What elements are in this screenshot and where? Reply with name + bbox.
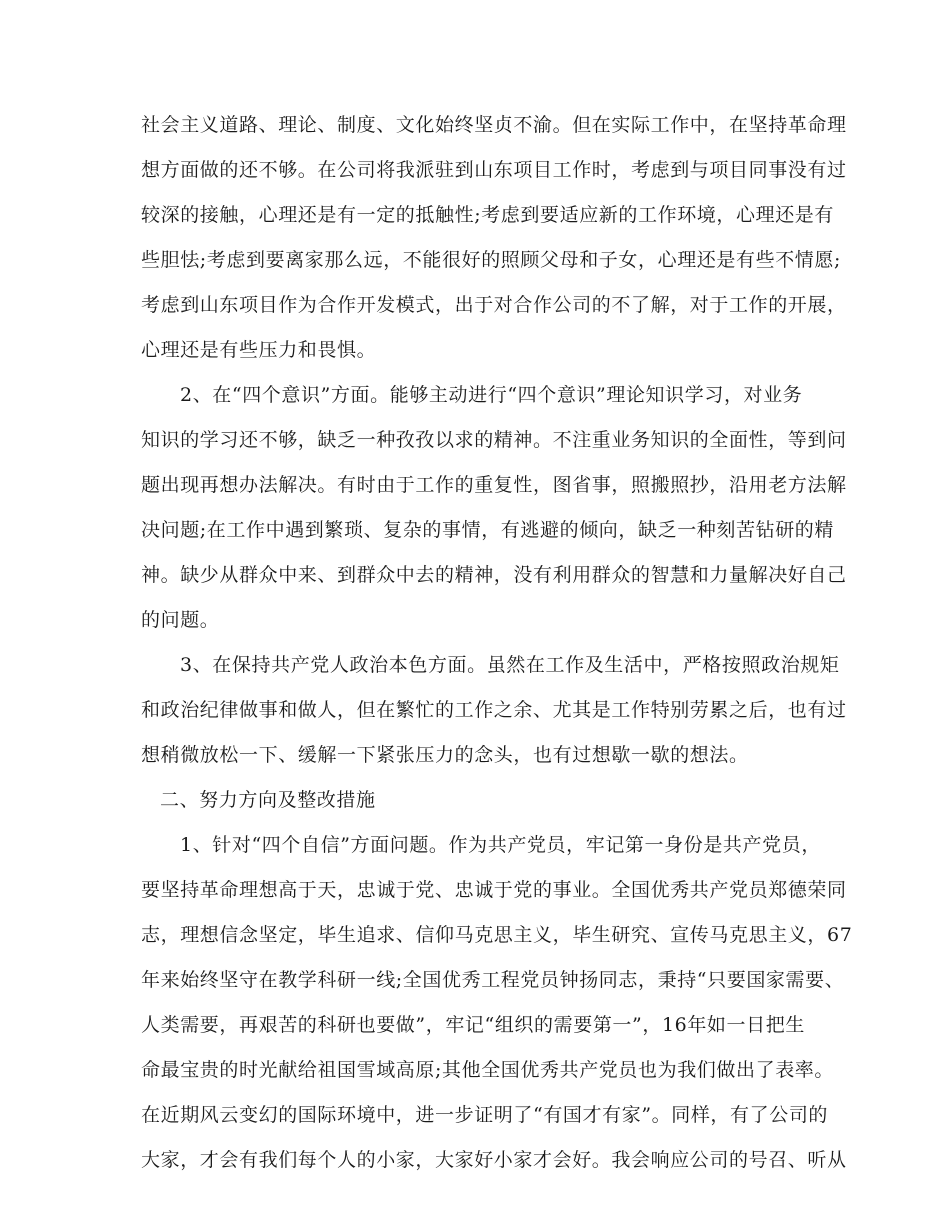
body-text-line: 志，理想信念坚定，毕生追求、信仰马克思主义，毕生研究、宣传马克思主义，67 bbox=[141, 924, 853, 946]
body-text-line: 心理还是有些压力和畏惧。 bbox=[141, 339, 377, 361]
body-text-line: 想方面做的还不够。在公司将我派驻到山东项目工作时，考虑到与项目同事没有过 bbox=[141, 159, 847, 181]
paragraph-4-first-line: 1、针对“四个自信”方面问题。作为共产党员，牢记第一身份是共产党员， bbox=[180, 834, 821, 856]
body-text-line: 人类需要，再艰苦的科研也要做”，牢记“组织的需要第一”，16年如一日把生 bbox=[141, 1014, 805, 1036]
body-text-line: 要坚持革命理想高于天，忠诚于党、忠诚于党的事业。全国优秀共产党员郑德荣同 bbox=[141, 879, 847, 901]
body-text-line: 社会主义道路、理论、制度、文化始终坚贞不渝。但在实际工作中，在坚持革命理 bbox=[141, 114, 847, 136]
paragraph-3-first-line: 3、在保持共产党人政治本色方面。虽然在工作及生活中，严格按照政治规矩 bbox=[180, 654, 840, 676]
body-text-line: 考虑到山东项目作为合作开发模式，出于对合作公司的不了解，对于工作的开展， bbox=[141, 294, 847, 316]
section-heading: 二、努力方向及整改措施 bbox=[160, 789, 376, 811]
body-text-line: 命最宝贵的时光献给祖国雪域高原;其他全国优秀共产党员也为我们做出了表率。 bbox=[141, 1059, 835, 1081]
body-text-line: 题出现再想办法解决。有时由于工作的重复性，图省事，照搬照抄，沿用老方法解 bbox=[141, 474, 847, 496]
body-text-line: 想稍微放松一下、缓解一下紧张压力的念头，也有过想歇一歇的想法。 bbox=[141, 744, 749, 766]
body-text-line: 知识的学习还不够，缺乏一种孜孜以求的精神。不注重业务知识的全面性，等到问 bbox=[141, 429, 847, 451]
body-text-line: 年来始终坚守在教学科研一线;全国优秀工程党员钟扬同志，秉持“只要国家需要、 bbox=[141, 969, 845, 991]
body-text-line: 些胆怯;考虑到要离家那么远，不能很好的照顾父母和子女，心理还是有些不情愿; bbox=[141, 249, 842, 271]
body-text-line: 的问题。 bbox=[141, 609, 220, 631]
body-text-line: 神。缺少从群众中来、到群众中去的精神，没有利用群众的智慧和力量解决好自己 bbox=[141, 564, 847, 586]
body-text-line: 较深的接触，心理还是有一定的抵触性;考虑到要适应新的工作环境，心理还是有 bbox=[141, 204, 835, 226]
body-text-line: 决问题;在工作中遇到繁琐、复杂的事情，有逃避的倾向，缺乏一种刻苦钻研的精 bbox=[141, 519, 835, 541]
body-text-line: 大家，才会有我们每个人的小家，大家好小家才会好。我会响应公司的号召、听从 bbox=[141, 1149, 847, 1171]
body-text-line: 和政治纪律做事和做人，但在繁忙的工作之余、尤其是工作特别劳累之后，也有过 bbox=[141, 699, 847, 721]
paragraph-2-first-line: 2、在“四个意识”方面。能够主动进行“四个意识”理论知识学习，对业务 bbox=[180, 384, 803, 406]
body-text-line: 在近期风云变幻的国际环境中，进一步证明了“有国才有家”。同样，有了公司的 bbox=[141, 1104, 829, 1126]
